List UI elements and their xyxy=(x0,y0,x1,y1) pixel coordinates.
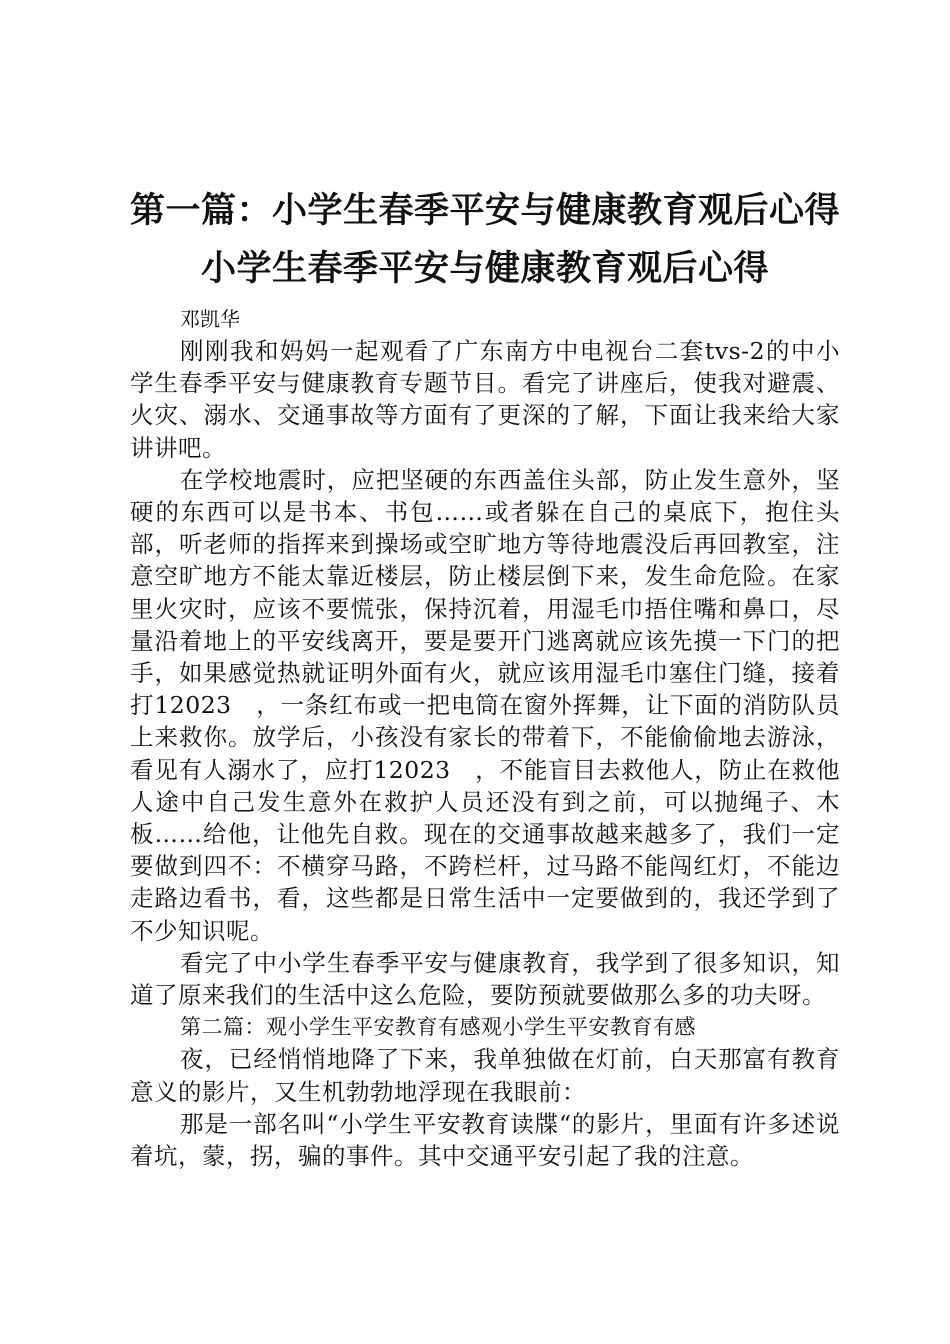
paragraph-film: 那是一部名叫“小学生平安教育读牒“的影片，里面有许多述说着坑，蒙，拐，骗的事件。其中交通平安引起了我的注意。 xyxy=(130,1109,840,1171)
document-subtitle: 小学生春季平安与健康教育观后心得 xyxy=(200,249,769,289)
paragraph-conclusion: 看完了中小学生春季平安与健康教育，我学到了很多知识，知道了原来我们的生活中这么危险，要防预就要做那么多的功夫呀。 xyxy=(130,948,840,1010)
section-heading-part-two: 第二篇：观小学生平安教育有感观小学生平安教育有感 xyxy=(180,1015,696,1040)
document-title: 第一篇：小学生春季平安与健康教育观后心得 xyxy=(130,191,841,231)
paragraph-safety-tips: 在学校地震时，应把坚硬的东西盖住头部，防止发生意外，坚硬的东西可以是书本、书包……或者躲在自己的桌底下，抱住头部，听老师的指挥来到操场或空旷地方等待地震没后再回教室，注意空旷地方不能太靠近楼层，防止楼层倒下来，发生命危险。在家里火灾时，应该不要慌张，保持沉着，用湿毛巾捂住嘴和鼻口，尽量沿着地上的平安线离开，要是要开门逃离就应该先摸一下门的把手，如果感觉热就证明外面有火，就应该用湿毛巾塞住门缝，接着打12023 ，一条红布或一把电筒在窗外挥舞，让下面的消防队员上来救你。放学后，小孩没有家长的带着下，不能偷偷地去游泳，看见有人溺水了，应打12023 ，不能盲目去救他人，防止在救他人途中自己发生意外在救护人员还没有到之前，可以抛绳子、木板……给他，让他先自救。现在的交通事故越来越多了，我们一定要做到四不：不横穿马路，不跨栏杆，过马路不能闯红灯，不能边走路边看书，看，这些都是日常生活中一定要做到的，我还学到了不少知识呢。 xyxy=(130,465,840,945)
paragraph-intro: 刚刚我和妈妈一起观看了广东南方中电视台二套tvs-2的中小学生春季平安与健康教育专题节目。看完了讲座后，使我对避震、火灾、溺水、交通事故等方面有了更深的了解，下面让我来给大家讲讲吧。 xyxy=(130,337,840,462)
paragraph-night: 夜，已经悄悄地降了下来，我单独做在灯前，白天那富有教育意义的影片，又生机勃勃地浮现在我眼前： xyxy=(130,1045,840,1106)
author-name: 邓凯华 xyxy=(180,307,240,331)
document-page xyxy=(130,185,840,1172)
